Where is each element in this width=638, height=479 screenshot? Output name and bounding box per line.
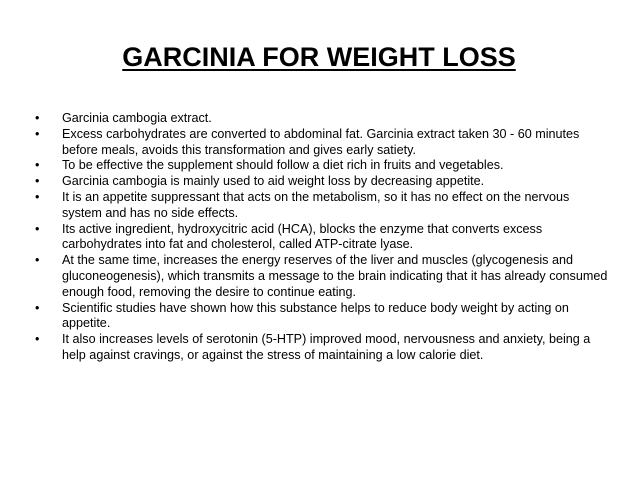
bullet-item: [32, 332, 612, 364]
bullet-item: [32, 190, 612, 222]
bullet-text: At the same time, increases the energy reserves of the liver and muscles (glycogenesis and gluconeogenesis), which transmits a message to the brain indicating that it has already consumed enough food, removing the desire to continue eating.: [62, 253, 608, 299]
bullet-item: [32, 301, 612, 333]
bullet-marker: •: [35, 221, 40, 236]
bullet-marker: •: [35, 189, 40, 204]
bullet-item: [32, 127, 612, 159]
bullet-item: [32, 253, 612, 300]
bullet-item: [32, 222, 612, 254]
bullet-list: [32, 111, 612, 364]
bullet-marker: •: [35, 126, 40, 141]
bullet-item: [32, 174, 612, 190]
bullet-text: It also increases levels of serotonin (5-HTP) improved mood, nervousness and anxiety, being a help against cravings, or against the stress of maintaining a low calorie diet.: [62, 332, 591, 362]
bullet-text: To be effective the supplement should follow a diet rich in fruits and vegetables.: [62, 158, 504, 173]
bullet-text: It is an appetite suppressant that acts on the metabolism, so it has no effect on the nervous system and has no side effects.: [62, 189, 570, 220]
bullet-text: Scientific studies have shown how this substance helps to reduce body weight by acting on appetite.: [62, 300, 569, 331]
bullet-text: Garcinia cambogia extract.: [62, 111, 212, 125]
bullet-item: [32, 111, 612, 127]
bullet-text: Excess carbohydrates are converted to abdominal fat. Garcinia extract taken 30 - 60 minutes before meals, avoids this transformation and gives early satiety.: [62, 126, 580, 157]
bullet-text: Garcinia cambogia is mainly used to aid weight loss by decreasing appetite.: [62, 174, 485, 189]
bullet-item: [32, 158, 612, 174]
slide-title: GARCINIA FOR WEIGHT LOSS: [122, 42, 516, 72]
bullet-marker: •: [35, 332, 40, 347]
bullet-text: Its active ingredient, hydroxycitric acid (HCA), blocks the enzyme that converts excess carbohydrates into fat and cholesterol, called ATP-citrate lyase.: [62, 221, 543, 252]
bullet-marker: •: [35, 300, 40, 315]
bullet-marker: •: [35, 158, 40, 173]
bullet-marker: •: [35, 253, 40, 268]
bullet-marker: •: [35, 111, 40, 125]
bullet-marker: •: [35, 174, 40, 189]
